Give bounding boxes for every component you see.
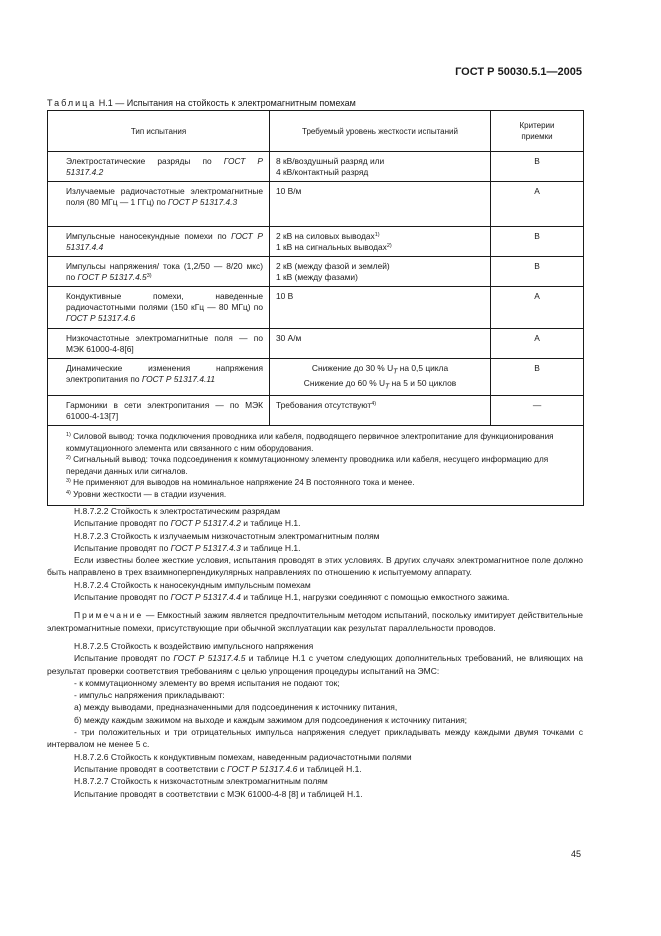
criteria-cell: B bbox=[491, 359, 584, 396]
level-cell: 10 В/м bbox=[270, 182, 491, 227]
level-cell: 10 В bbox=[270, 287, 491, 329]
table-row bbox=[48, 396, 584, 426]
test-cell: Импульсы напряжения/ тока (1,2/50 — 8/20 мкс) по ГОСТ Р 51317.4.5$^{3)}$ bbox=[48, 257, 270, 287]
footnotes-row bbox=[48, 426, 584, 506]
table-caption bbox=[47, 98, 356, 108]
test-cell: Гармоники в сети электропитания — по МЭК 61000-4-13[7] bbox=[48, 396, 270, 426]
table-row bbox=[48, 182, 584, 227]
section-heading: Н.8.7.2.4 Стойкость к наносекундным импульсным помехам bbox=[74, 579, 311, 590]
paragraph: Испытание проводят по ГОСТ Р 51317.4.3 и таблице Н.1. bbox=[74, 542, 301, 553]
table-row bbox=[48, 257, 584, 287]
paragraph: Если известны более жесткие условия, испытания проводят в этих условиях. В других случаях электромагнитное поле должно быть направлено в трех взаимноперпендикулярных направлениях по отношению к испытуемому аппарату. bbox=[47, 555, 583, 578]
note: Примечание — Емкостный зажим является предпочтительным методом испытаний, поскольку имитирует действительные электромагнитные помехи, присутствующие при обычной эксплуатации как результат параллельности проводов. bbox=[47, 610, 583, 633]
test-cell: Кондуктивные помехи, наведенные радиочастотными полями (150 кГц — 80 МГц) по ГОСТ Р 51317.4.6 bbox=[48, 287, 270, 329]
criteria-cell: A bbox=[491, 329, 584, 359]
paragraph: Испытание проводят в соответствии с ГОСТ Р 51317.4.6 и таблицей Н.1. bbox=[74, 763, 362, 774]
paragraph: Испытание проводят по ГОСТ Р 51317.4.4 и таблице Н.1, нагрузки соединяют с помощью емкостного зажима. bbox=[74, 592, 510, 603]
level-cell: Снижение до 30 % $U_T$ на 0,5 цикла Снижение до 60 % $U_T$ на 5 и 50 циклов bbox=[270, 359, 491, 396]
footnote: $^{2)}$ Сигнальный вывод: точка подсоединения к коммутационному элементу проводника или кабеля, несущего информацию для передачи данных или сигналов. bbox=[66, 455, 549, 476]
section-heading: Н.8.7.2.5 Стойкость к воздействию импульсного напряжения bbox=[74, 640, 314, 651]
footnote: $^{3)}$ Не применяют для выводов на номинальное напряжение 24 В постоянного тока и менее. bbox=[66, 478, 415, 488]
criteria-cell: B bbox=[491, 227, 584, 257]
table-row bbox=[48, 227, 584, 257]
paragraph: Испытание проводят в соответствии с МЭК 61000-4-8 [8] и таблицей Н.1. bbox=[74, 788, 363, 799]
table-row bbox=[48, 359, 584, 396]
table-header-row bbox=[48, 111, 584, 152]
caption-word: Таблица bbox=[47, 98, 97, 108]
criteria-cell: — bbox=[491, 396, 584, 426]
level-cell: 30 А/м bbox=[270, 329, 491, 359]
test-cell: Электростатические разряды по ГОСТ Р 51317.4.2 bbox=[48, 152, 270, 182]
paragraph: Испытание проводят по ГОСТ Р 51317.4.5 и таблице Н.1 с учетом следующих дополнительных требований, не влияющих на результат проверки соответствия требованиям с целью упрощения процедуры испытаний на ЭМС: bbox=[47, 653, 583, 676]
list-item: б) между каждым зажимом на выходе и каждым зажимом для подсоединения к источнику питания; bbox=[74, 714, 468, 725]
table-row bbox=[48, 329, 584, 359]
list-item: - к коммутационному элементу во время испытания не подают ток; bbox=[74, 677, 340, 688]
section-heading: Н.8.7.2.6 Стойкость к кондуктивным помехам, наведенным радиочастотными полями bbox=[74, 751, 412, 762]
col-header-test: Тип испытания bbox=[48, 111, 270, 152]
criteria-cell: A bbox=[491, 182, 584, 227]
table-row bbox=[48, 287, 584, 329]
emc-table bbox=[47, 110, 584, 506]
footnotes-cell bbox=[48, 426, 584, 506]
level-cell: 2 кВ (между фазой и землей) 1 кВ (между фазами) bbox=[270, 257, 491, 287]
criteria-cell: B bbox=[491, 152, 584, 182]
col-header-criteria: Критерии приемки bbox=[491, 111, 584, 152]
level-cell: 2 кВ на силовых выводах$^{1)}$ 1 кВ на сигнальных выводах$^{2)}$ bbox=[270, 227, 491, 257]
test-cell: Динамические изменения напряжения электропитания по ГОСТ Р 51317.4.11 bbox=[48, 359, 270, 396]
caption-text: Н.1 — Испытания на стойкость к электромагнитным помехам bbox=[96, 98, 356, 108]
col-header-level: Требуемый уровень жесткости испытаний bbox=[270, 111, 491, 152]
list-item: - импульс напряжения прикладывают: bbox=[74, 690, 225, 701]
footnote: $^{1)}$ Силовой вывод: точка подключения проводника или кабеля, подводящего первичное электропитание для функционирования коммутационного элемента или связанного с ним оборудования. bbox=[66, 432, 554, 453]
document-header: ГОСТ Р 50030.5.1—2005 bbox=[455, 66, 582, 78]
footnote: $^{4)}$ Уровни жесткости — в стадии изучения. bbox=[66, 489, 227, 499]
body-text bbox=[47, 505, 583, 800]
table-row bbox=[48, 152, 584, 182]
test-cell: Импульсные наносекундные помехи по ГОСТ Р 51317.4.4 bbox=[48, 227, 270, 257]
level-cell: 8 кВ/воздушный разряд или 4 кВ/контактный разряд bbox=[270, 152, 491, 182]
test-cell: Низкочастотные электромагнитные поля — по МЭК 61000-4-8[6] bbox=[48, 329, 270, 359]
test-cell: Излучаемые радиочастотные электромагнитные поля (80 МГц — 1 ГГц) по ГОСТ Р 51317.4.3 bbox=[48, 182, 270, 227]
criteria-cell: A bbox=[491, 287, 584, 329]
level-cell: Требования отсутствуют$^{4)}$ bbox=[270, 396, 491, 426]
page-number: 45 bbox=[570, 849, 581, 859]
section-heading: Н.8.7.2.7 Стойкость к низкочастотным электромагнитным полям bbox=[74, 776, 328, 787]
list-item: - три положительных и три отрицательных импульса напряжения следует прикладывать между каждыми двумя точками с интервалом не менее 5 с. bbox=[47, 727, 583, 750]
list-item: а) между выводами, предназначенными для подсоединения к источнику питания, bbox=[74, 702, 398, 713]
paragraph: Испытание проводят по ГОСТ Р 51317.4.2 и таблице Н.1. bbox=[74, 518, 301, 529]
section-heading: Н.8.7.2.2 Стойкость к электростатическим разрядам bbox=[74, 506, 281, 516]
section-heading: Н.8.7.2.3 Стойкость к излучаемым низкочастотным электромагнитным полям bbox=[74, 530, 380, 541]
criteria-cell: B bbox=[491, 257, 584, 287]
